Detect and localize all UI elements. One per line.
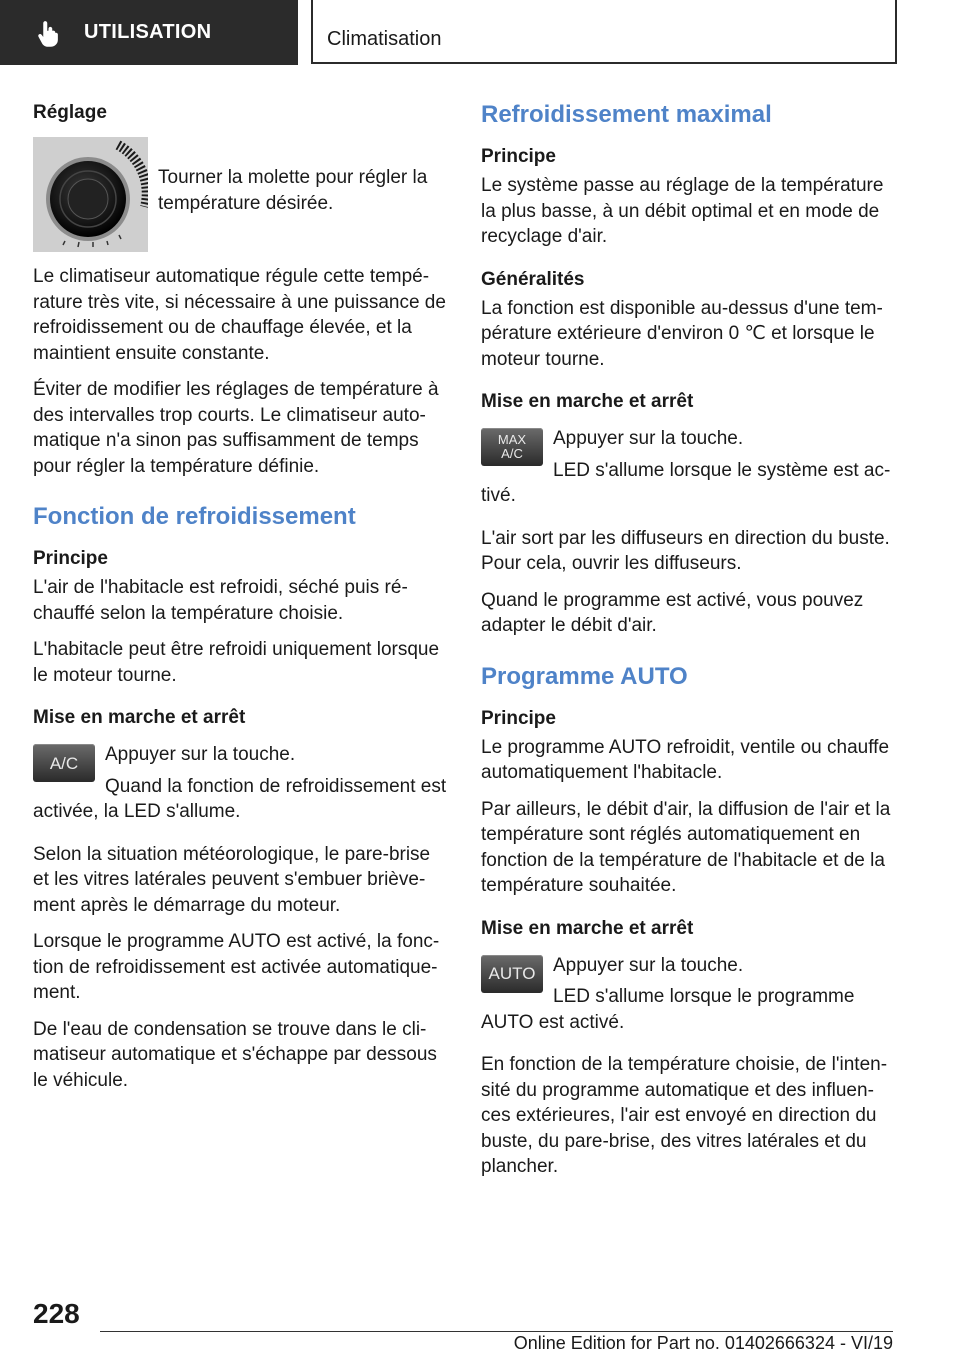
footer-divider xyxy=(100,1331,893,1332)
header-chapter-label: Climatisation xyxy=(327,28,442,50)
onoff-heading: Mise en marche et arrêt xyxy=(33,707,246,728)
ac-button-label: A/C xyxy=(49,753,79,773)
paragraph: Appuyer sur la touche. xyxy=(105,744,296,765)
paragraph: Lorsque le programme AUTO est activé, la fonction de refroidissement est activée automatiquement. xyxy=(33,931,440,1003)
reglage-heading: Réglage xyxy=(33,102,107,123)
header-chapter-box xyxy=(311,0,897,64)
rotary-knob-icon xyxy=(33,137,148,252)
paragraph: L'air sort par les diffuseurs en direction du buste. Pour cela, ouvrir les diffuseurs. xyxy=(481,527,890,574)
principe-heading: Principe xyxy=(481,146,556,167)
paragraph: Le climatiseur automatique régule cette température très vite, si nécessaire à une puissance de refroidissement ou de chauffage élevée, et la maintient ensuite constante. xyxy=(33,266,446,364)
paragraph: Appuyer sur la touche. xyxy=(553,954,744,976)
ac-button-image xyxy=(33,744,95,782)
max-button-line2: A/C xyxy=(501,446,523,461)
max-button-line1: MAX xyxy=(497,432,527,447)
paragraph: LED s'allume lorsque le programme AUTO est activé. xyxy=(481,986,855,1033)
header-section-label: UTILISATION xyxy=(84,21,212,43)
right-column xyxy=(481,100,896,1191)
onoff-heading: Mise en marche et arrêt xyxy=(481,917,694,939)
paragraph: La fonction est disponible au-dessus d'une température extérieure d'environ 0 ℃ et lorsque le moteur tourne. xyxy=(481,297,883,370)
footer-edition: Online Edition for Part no. 01402666324 - VI/19 xyxy=(513,1333,893,1353)
paragraph: Appuyer sur la touche. xyxy=(553,428,744,449)
section-heading-cooling: Fonction de refroidissement xyxy=(33,503,356,530)
auto-button-label: AUTO xyxy=(488,964,536,983)
page-number: 228 xyxy=(33,1298,80,1329)
left-column xyxy=(33,100,448,1104)
auto-button-image xyxy=(481,955,543,993)
paragraph: Le système passe au réglage de la température la plus basse, à un débit optimal et en mode de recyclage d'air. xyxy=(481,175,884,247)
hand-pointer-icon xyxy=(34,18,64,48)
paragraph: Quand la fonction de refroidissement est activée, la LED s'allume. xyxy=(33,775,447,822)
temperature-knob-image xyxy=(33,137,148,252)
section-heading-max-cooling: Refroidissement maximal xyxy=(481,101,772,128)
paragraph: Le programme AUTO refroidit, ventile ou chauffe automatiquement l'habitacle. xyxy=(481,736,890,783)
principe-heading: Principe xyxy=(33,548,108,569)
paragraph: En fonction de la température choisie, de l'intensité du programme automatique et des influences extérieures, l'air est envoyé en direction du buste, du pare-brise, des vitres latérales et du plancher. xyxy=(481,1054,888,1177)
general-heading: Généralités xyxy=(481,268,585,290)
principe-heading: Principe xyxy=(481,707,556,729)
reglage-text: Tourner la molette pour régler la température désirée. xyxy=(158,167,428,214)
max-ac-button-image xyxy=(481,428,543,466)
paragraph: Par ailleurs, le débit d'air, la diffusion de l'air et la température sont réglés automatiquement en fonction de la température de l'habitacle et de la température souhaitée. xyxy=(481,798,891,896)
paragraph: Éviter de modifier les réglages de température à des intervalles trop courts. Le climatiseur automatique n'a sinon pas suffisamment de temps pour régler la température définie. xyxy=(33,379,439,477)
section-heading-auto: Programme AUTO xyxy=(481,662,688,690)
paragraph: Quand le programme est activé, vous pouvez adapter le débit d'air. xyxy=(481,589,864,636)
header-section-tab xyxy=(0,0,298,65)
paragraph: L'air de l'habitacle est refroidi, séché puis réchauffé selon la température choisie. xyxy=(33,577,408,624)
paragraph: LED s'allume lorsque le système est activé. xyxy=(481,459,891,506)
onoff-heading: Mise en marche et arrêt xyxy=(481,391,694,412)
paragraph: Selon la situation météorologique, le pare-brise et les vitres latérales peuvent s'embuer brièvement après le démarrage du moteur. xyxy=(33,843,431,916)
paragraph: L'habitacle peut être refroidi uniquement lorsque le moteur tourne. xyxy=(33,639,440,686)
paragraph: De l'eau de condensation se trouve dans le climatiseur automatique et s'échappe par dessous le véhicule. xyxy=(33,1018,437,1091)
